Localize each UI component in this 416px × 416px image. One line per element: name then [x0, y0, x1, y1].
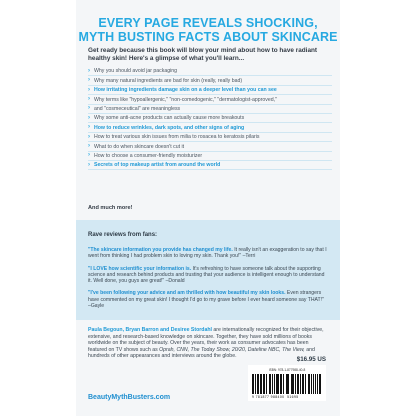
bullet-item: › and "cosmeceutical" are meaningless: [88, 105, 332, 114]
bullet-item: › How to treat various skin issues from milia to rosacea to keratosis pilaris: [88, 133, 332, 142]
bullet-item: › How to choose a consumer-friendly moisturizer: [88, 152, 332, 161]
barcode-bar: [315, 374, 316, 394]
barcode-bar: [276, 374, 277, 394]
barcode-bar: [295, 374, 296, 394]
bullet-item: › How to reduce wrinkles, dark spots, and other signs of aging: [88, 123, 332, 132]
barcode-bar: [288, 374, 289, 394]
barcode-bar: [270, 374, 271, 394]
bullet-item: › Why you should avoid jar packaging: [88, 67, 332, 76]
barcode-bar: [305, 374, 306, 394]
barcode-bar: [320, 374, 321, 394]
barcode-bar: [309, 374, 310, 394]
reviews-section: [76, 220, 340, 320]
bullet-list: [88, 67, 332, 170]
review-3: "I've been following your advice and am thrilled with how beautiful my skin looks. Even strangers have commented on my great skin! I thought I'd go to my grave before I ever heard someone say THAT!" –Gayle: [88, 290, 324, 310]
barcode-bar: [300, 374, 301, 394]
barcode-bar: [258, 374, 259, 394]
bullet-item: › Why many natural ingredients are bad for skin (really, really bad): [88, 76, 332, 85]
review-2: "I LOVE how scientific your information is. It's refreshing to have someone talk about the supporting science and research behind products and trusting that your audience is intelligent enough to understand it. Well done, you guys are great!" –Donald: [88, 265, 325, 285]
bullet-item: › Why terms like "hypoallergenic," "non-comedogenic," "dermatologist-approved,": [88, 95, 332, 104]
barcode: [248, 365, 326, 401]
barcode-bar: [272, 374, 273, 394]
author-bio: Paula Begoun, Bryan Barron and Desiree Stordahl are internationally recognized for their objective, extensive, and research-based knowledge on skincare. Together, they have sold millions of books worldwide on the subject of beauty. Over the years, their work as consumer advocates has been featured on TV shows such as Oprah, CNN, The Today Show, 20/20, Dateline NBC, The View, and hundreds of other appearances and interviews around the globe.: [88, 327, 324, 360]
barcode-bar: [277, 374, 279, 394]
barcode-bar: [287, 374, 288, 394]
headline-line-2: MYTH BUSTING FACTS ABOUT SKINCARE: [78, 30, 338, 44]
barcode-bar: [303, 374, 304, 394]
book-back-cover: [76, 0, 340, 416]
barcode-bar: [283, 374, 284, 394]
headline-line-1: EVERY PAGE REVEALS SHOCKING,: [98, 16, 318, 30]
barcode-bar: [266, 374, 267, 394]
barcode-bar: [253, 374, 254, 394]
bullet-item: › Why some anti-acne products can actually cause more breakouts: [88, 114, 332, 123]
bullet-item: › Secrets of top makeup artist from around the world: [88, 161, 332, 170]
barcode-bar: [317, 374, 318, 394]
barcode-numbers: 9 781877 988400 51695: [252, 395, 299, 399]
headline: [76, 16, 340, 44]
bullet-item: › How irritating ingredients damage skin on a deeper level than you can see: [88, 86, 332, 95]
bullet-item: › What to do when skincare doesn't cut it: [88, 142, 332, 151]
barcode-bar: [264, 374, 265, 394]
tv-shows: Oprah, CNN, The Today Show, 20/20, Dateline NBC, The View,: [159, 346, 305, 353]
and-much-more: And much more!: [88, 205, 133, 211]
barcode-bars: [252, 374, 322, 394]
barcode-bar: [311, 374, 312, 394]
reviews-title: Rave reviews from fans:: [88, 232, 158, 238]
barcode-bar: [281, 374, 282, 394]
barcode-bar: [292, 374, 294, 394]
website-link[interactable]: BeautyMythBusters.com: [88, 394, 171, 401]
barcode-bar: [298, 374, 299, 394]
review-1: "The skincare information you provide has changed my life. It really isn't an exaggeration to say that I went from thinking I had problem skin to loving my skin. Thank you!" –Terri: [88, 247, 327, 260]
isbn-text: ISBN: 978-1-877988-40-8: [268, 368, 306, 372]
barcode-bar: [255, 374, 256, 394]
barcode-bar: [260, 374, 262, 394]
intro-text: Get ready because this book will blow your mind about how to have radiant healthy skin! Here's a glimpse of what you'll learn...: [88, 47, 318, 63]
price: $16.95 US: [296, 356, 326, 363]
author-names: Paula Begoun, Bryan Barron and Desiree Stordahl: [88, 327, 212, 333]
